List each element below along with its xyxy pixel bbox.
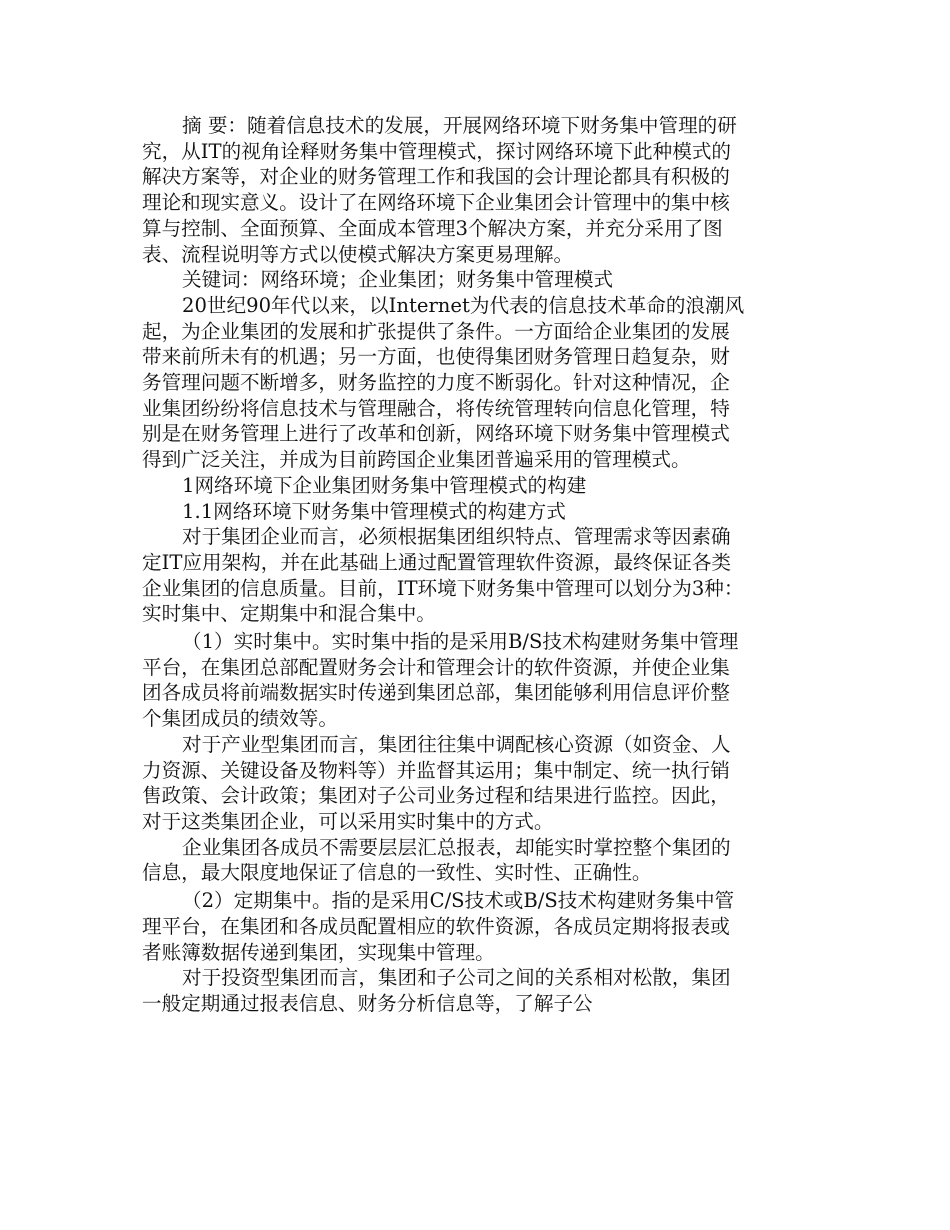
keywords-paragraph: 关键词：网络环境；企业集团；财务集中管理模式 bbox=[182, 268, 614, 292]
document-page bbox=[142, 113, 746, 1017]
body-paragraph: 对于产业型集团而言，集团往往集中调配核心资源（如资金、人力资源、关键设备及物料等）并监督其运用；集中制定、统一执行销售政策、会计政策；集团对子公司业务过程和结果进行监控。因此，对于这类集团企业，可以采用实时集中的方式。 bbox=[142, 732, 731, 833]
section-heading: 1网络环境下企业集团财务集中管理模式的构建 bbox=[182, 473, 587, 497]
subsection-heading: 1.1网络环境下财务集中管理模式的构建方式 bbox=[182, 499, 566, 523]
body-paragraph: 对于投资型集团而言，集团和子公司之间的关系相对松散，集团一般定期通过报表信息、财务分析信息等，了解子公 bbox=[142, 966, 731, 1015]
list-item-periodic: （2）定期集中。指的是采用C/S技术或B/S技术构建财务集中管理平台，在集团和各成员配置相应的软件资源，各成员定期将报表或者账簿数据传递到集团，实现集中管理。 bbox=[142, 889, 735, 964]
body-paragraph: 企业集团各成员不需要层层汇总报表，却能实时掌控整个集团的信息，最大限度地保证了信息的一致性、实时性、正确性。 bbox=[142, 835, 731, 885]
abstract-paragraph: 摘 要：随着信息技术的发展，开展网络环境下财务集中管理的研究，从IT的视角诠释财务集中管理模式，探讨网络环境下此种模式的解决方案等，对企业的财务管理工作和我国的会计理论都具有积极的理论和现实意义。设计了在网络环境下企业集团会计管理中的集中核算与控制、全面预算、全面成本管理3个解决方案，并充分采用了图表、流程说明等方式以使模式解决方案更易理解。 bbox=[142, 114, 737, 266]
list-item-realtime: （1）实时集中。实时集中指的是采用B/S技术构建财务集中管理平台，在集团总部配置财务会计和管理会计的软件资源，并使企业集团各成员将前端数据实时传递到集团总部，集团能够利用信息评价整个集团成员的绩效等。 bbox=[142, 630, 739, 731]
intro-paragraph: 20世纪90年代以来，以Internet为代表的信息技术革命的浪潮风起，为企业集团的发展和扩张提供了条件。一方面给企业集团的发展带来前所未有的机遇；另一方面，也使得集团财务管理日趋复杂，财务管理问题不断增多，财务监控的力度不断弱化。针对这种情况，企业集团纷纷将信息技术与管理融合，将传统管理转向信息化管理，特别是在财务管理上进行了改革和创新，网络环境下财务集中管理模式得到广泛关注，并成为目前跨国企业集团普遍采用的管理模式。 bbox=[142, 293, 745, 472]
body-paragraph: 对于集团企业而言，必须根据集团组织特点、管理需求等因素确定IT应用架构，并在此基础上通过配置管理软件资源，最终保证各类企业集团的信息质量。目前，IT环境下财务集中管理可以划分为3种：实时集中、定期集中和混合集中。 bbox=[142, 525, 744, 626]
